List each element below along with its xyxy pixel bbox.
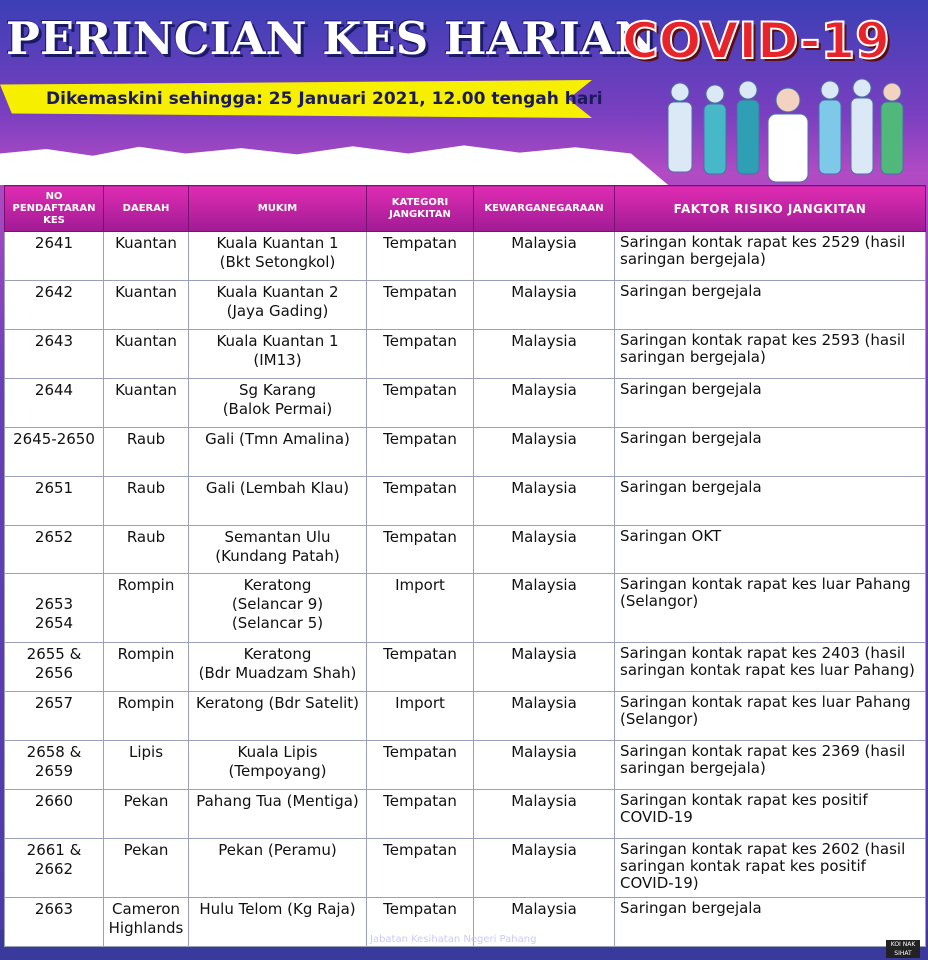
cell-warga: Malaysia (474, 643, 615, 692)
page-title: PERINCIAN KES HARIAN (6, 12, 656, 65)
table-row (5, 643, 926, 692)
table-row (5, 281, 926, 330)
cell-faktor: Saringan kontak rapat kes 2602 (hasil saringan kontak rapat kes positif COVID-19) (615, 839, 926, 898)
cell-no: 2663 (5, 898, 104, 947)
cell-warga: Malaysia (474, 428, 615, 477)
cell-kategori: Tempatan (367, 643, 474, 692)
cell-mukim: Kuala Kuantan 2 (Jaya Gading) (189, 281, 367, 330)
cell-daerah: Cameron Highlands (104, 898, 189, 947)
cell-faktor: Saringan kontak rapat kes luar Pahang (Selangor) (615, 692, 926, 741)
cell-faktor: Saringan kontak rapat kes 2369 (hasil saringan bergejala) (615, 741, 926, 790)
cell-warga: Malaysia (474, 330, 615, 379)
cell-kategori: Tempatan (367, 790, 474, 839)
table-row (5, 692, 926, 741)
update-date: Dikemaskini sehingga: 25 Januari 2021, 12.00 tengah hari (46, 89, 603, 109)
cell-mukim: Keratong (Bdr Muadzam Shah) (189, 643, 367, 692)
cell-kategori: Tempatan (367, 477, 474, 526)
cell-daerah: Raub (104, 526, 189, 574)
cell-faktor: Saringan bergejala (615, 898, 926, 947)
cell-no: 2655 & 2656 (5, 643, 104, 692)
cell-daerah: Rompin (104, 643, 189, 692)
cell-daerah: Kuantan (104, 232, 189, 281)
cell-mukim: Keratong (Bdr Satelit) (189, 692, 367, 741)
cell-kategori: Tempatan (367, 330, 474, 379)
table-row (5, 839, 926, 898)
cell-no: 2641 (5, 232, 104, 281)
table-row (5, 741, 926, 790)
cell-warga: Malaysia (474, 526, 615, 574)
cell-mukim: Gali (Lembah Klau) (189, 477, 367, 526)
cell-kategori: Import (367, 692, 474, 741)
cell-kategori: Tempatan (367, 898, 474, 947)
cell-no: 2661 & 2662 (5, 839, 104, 898)
col-header-kategori: KATEGORI JANGKITAN (367, 186, 474, 232)
cell-faktor: Saringan bergejala (615, 428, 926, 477)
cell-faktor: Saringan kontak rapat kes 2529 (hasil saringan bergejala) (615, 232, 926, 281)
cell-mukim: Gali (Tmn Amalina) (189, 428, 367, 477)
cell-warga: Malaysia (474, 477, 615, 526)
cell-no: 2653 2654 (5, 574, 104, 643)
col-header-no: NO PENDAFTARAN KES (5, 186, 104, 232)
footer-logo: KOI NAK SIHAT (886, 940, 920, 958)
cell-warga: Malaysia (474, 281, 615, 330)
cell-daerah: Rompin (104, 574, 189, 643)
cell-warga: Malaysia (474, 574, 615, 643)
cell-warga: Malaysia (474, 839, 615, 898)
cell-faktor: Saringan kontak rapat kes positif COVID-19 (615, 790, 926, 839)
cell-daerah: Kuantan (104, 330, 189, 379)
cell-warga: Malaysia (474, 692, 615, 741)
table-row (5, 477, 926, 526)
cell-no: 2658 & 2659 (5, 741, 104, 790)
table-row (5, 790, 926, 839)
cases-table (4, 185, 926, 947)
cell-no: 2660 (5, 790, 104, 839)
cell-no: 2657 (5, 692, 104, 741)
cell-mukim: Hulu Telom (Kg Raja) (189, 898, 367, 947)
col-header-mukim: MUKIM (189, 186, 367, 232)
col-header-faktor: FAKTOR RISIKO JANGKITAN (615, 186, 926, 232)
cell-kategori: Tempatan (367, 428, 474, 477)
cell-mukim: Sg Karang (Balok Permai) (189, 379, 367, 428)
cell-daerah: Lipis (104, 741, 189, 790)
table-row (5, 574, 926, 643)
cell-kategori: Tempatan (367, 232, 474, 281)
table-row (5, 330, 926, 379)
table-row (5, 428, 926, 477)
cell-faktor: Saringan kontak rapat kes 2403 (hasil saringan kontak rapat kes luar Pahang) (615, 643, 926, 692)
col-header-kewarganegaraan: KEWARGANEGARAAN (474, 186, 615, 232)
table-row (5, 232, 926, 281)
table-row (5, 379, 926, 428)
table-row (5, 526, 926, 574)
cell-faktor: Saringan bergejala (615, 281, 926, 330)
col-header-daerah: DAERAH (104, 186, 189, 232)
covid-label: COVID-19 (622, 12, 890, 70)
cell-daerah: Raub (104, 477, 189, 526)
cell-daerah: Kuantan (104, 281, 189, 330)
cell-kategori: Tempatan (367, 526, 474, 574)
cell-daerah: Pekan (104, 839, 189, 898)
cell-warga: Malaysia (474, 741, 615, 790)
cell-faktor: Saringan OKT (615, 526, 926, 574)
cell-warga: Malaysia (474, 232, 615, 281)
cell-daerah: Raub (104, 428, 189, 477)
cell-mukim: Pekan (Peramu) (189, 839, 367, 898)
cell-mukim: Kuala Lipis (Tempoyang) (189, 741, 367, 790)
cell-no: 2652 (5, 526, 104, 574)
cell-kategori: Tempatan (367, 379, 474, 428)
cell-kategori: Import (367, 574, 474, 643)
cell-faktor: Saringan bergejala (615, 379, 926, 428)
footer-department: Jabatan Kesihatan Negeri Pahang (370, 934, 537, 945)
cell-mukim: Semantan Ulu (Kundang Patah) (189, 526, 367, 574)
cell-faktor: Saringan kontak rapat kes 2593 (hasil saringan bergejala) (615, 330, 926, 379)
cell-no: 2643 (5, 330, 104, 379)
cell-no: 2642 (5, 281, 104, 330)
cell-warga: Malaysia (474, 898, 615, 947)
cell-mukim: Pahang Tua (Mentiga) (189, 790, 367, 839)
cell-faktor: Saringan kontak rapat kes luar Pahang (Selangor) (615, 574, 926, 643)
cell-no: 2645-2650 (5, 428, 104, 477)
cell-mukim: Keratong (Selancar 9) (Selancar 5) (189, 574, 367, 643)
cell-kategori: Tempatan (367, 839, 474, 898)
cell-faktor: Saringan bergejala (615, 477, 926, 526)
cell-daerah: Rompin (104, 692, 189, 741)
cell-warga: Malaysia (474, 379, 615, 428)
cell-daerah: Kuantan (104, 379, 189, 428)
cell-daerah: Pekan (104, 790, 189, 839)
healthcare-workers-illustration (660, 72, 922, 184)
cell-kategori: Tempatan (367, 281, 474, 330)
cell-kategori: Tempatan (367, 741, 474, 790)
cell-mukim: Kuala Kuantan 1 (Bkt Setongkol) (189, 232, 367, 281)
cell-mukim: Kuala Kuantan 1 (IM13) (189, 330, 367, 379)
cell-no: 2644 (5, 379, 104, 428)
cell-no: 2651 (5, 477, 104, 526)
cell-warga: Malaysia (474, 790, 615, 839)
